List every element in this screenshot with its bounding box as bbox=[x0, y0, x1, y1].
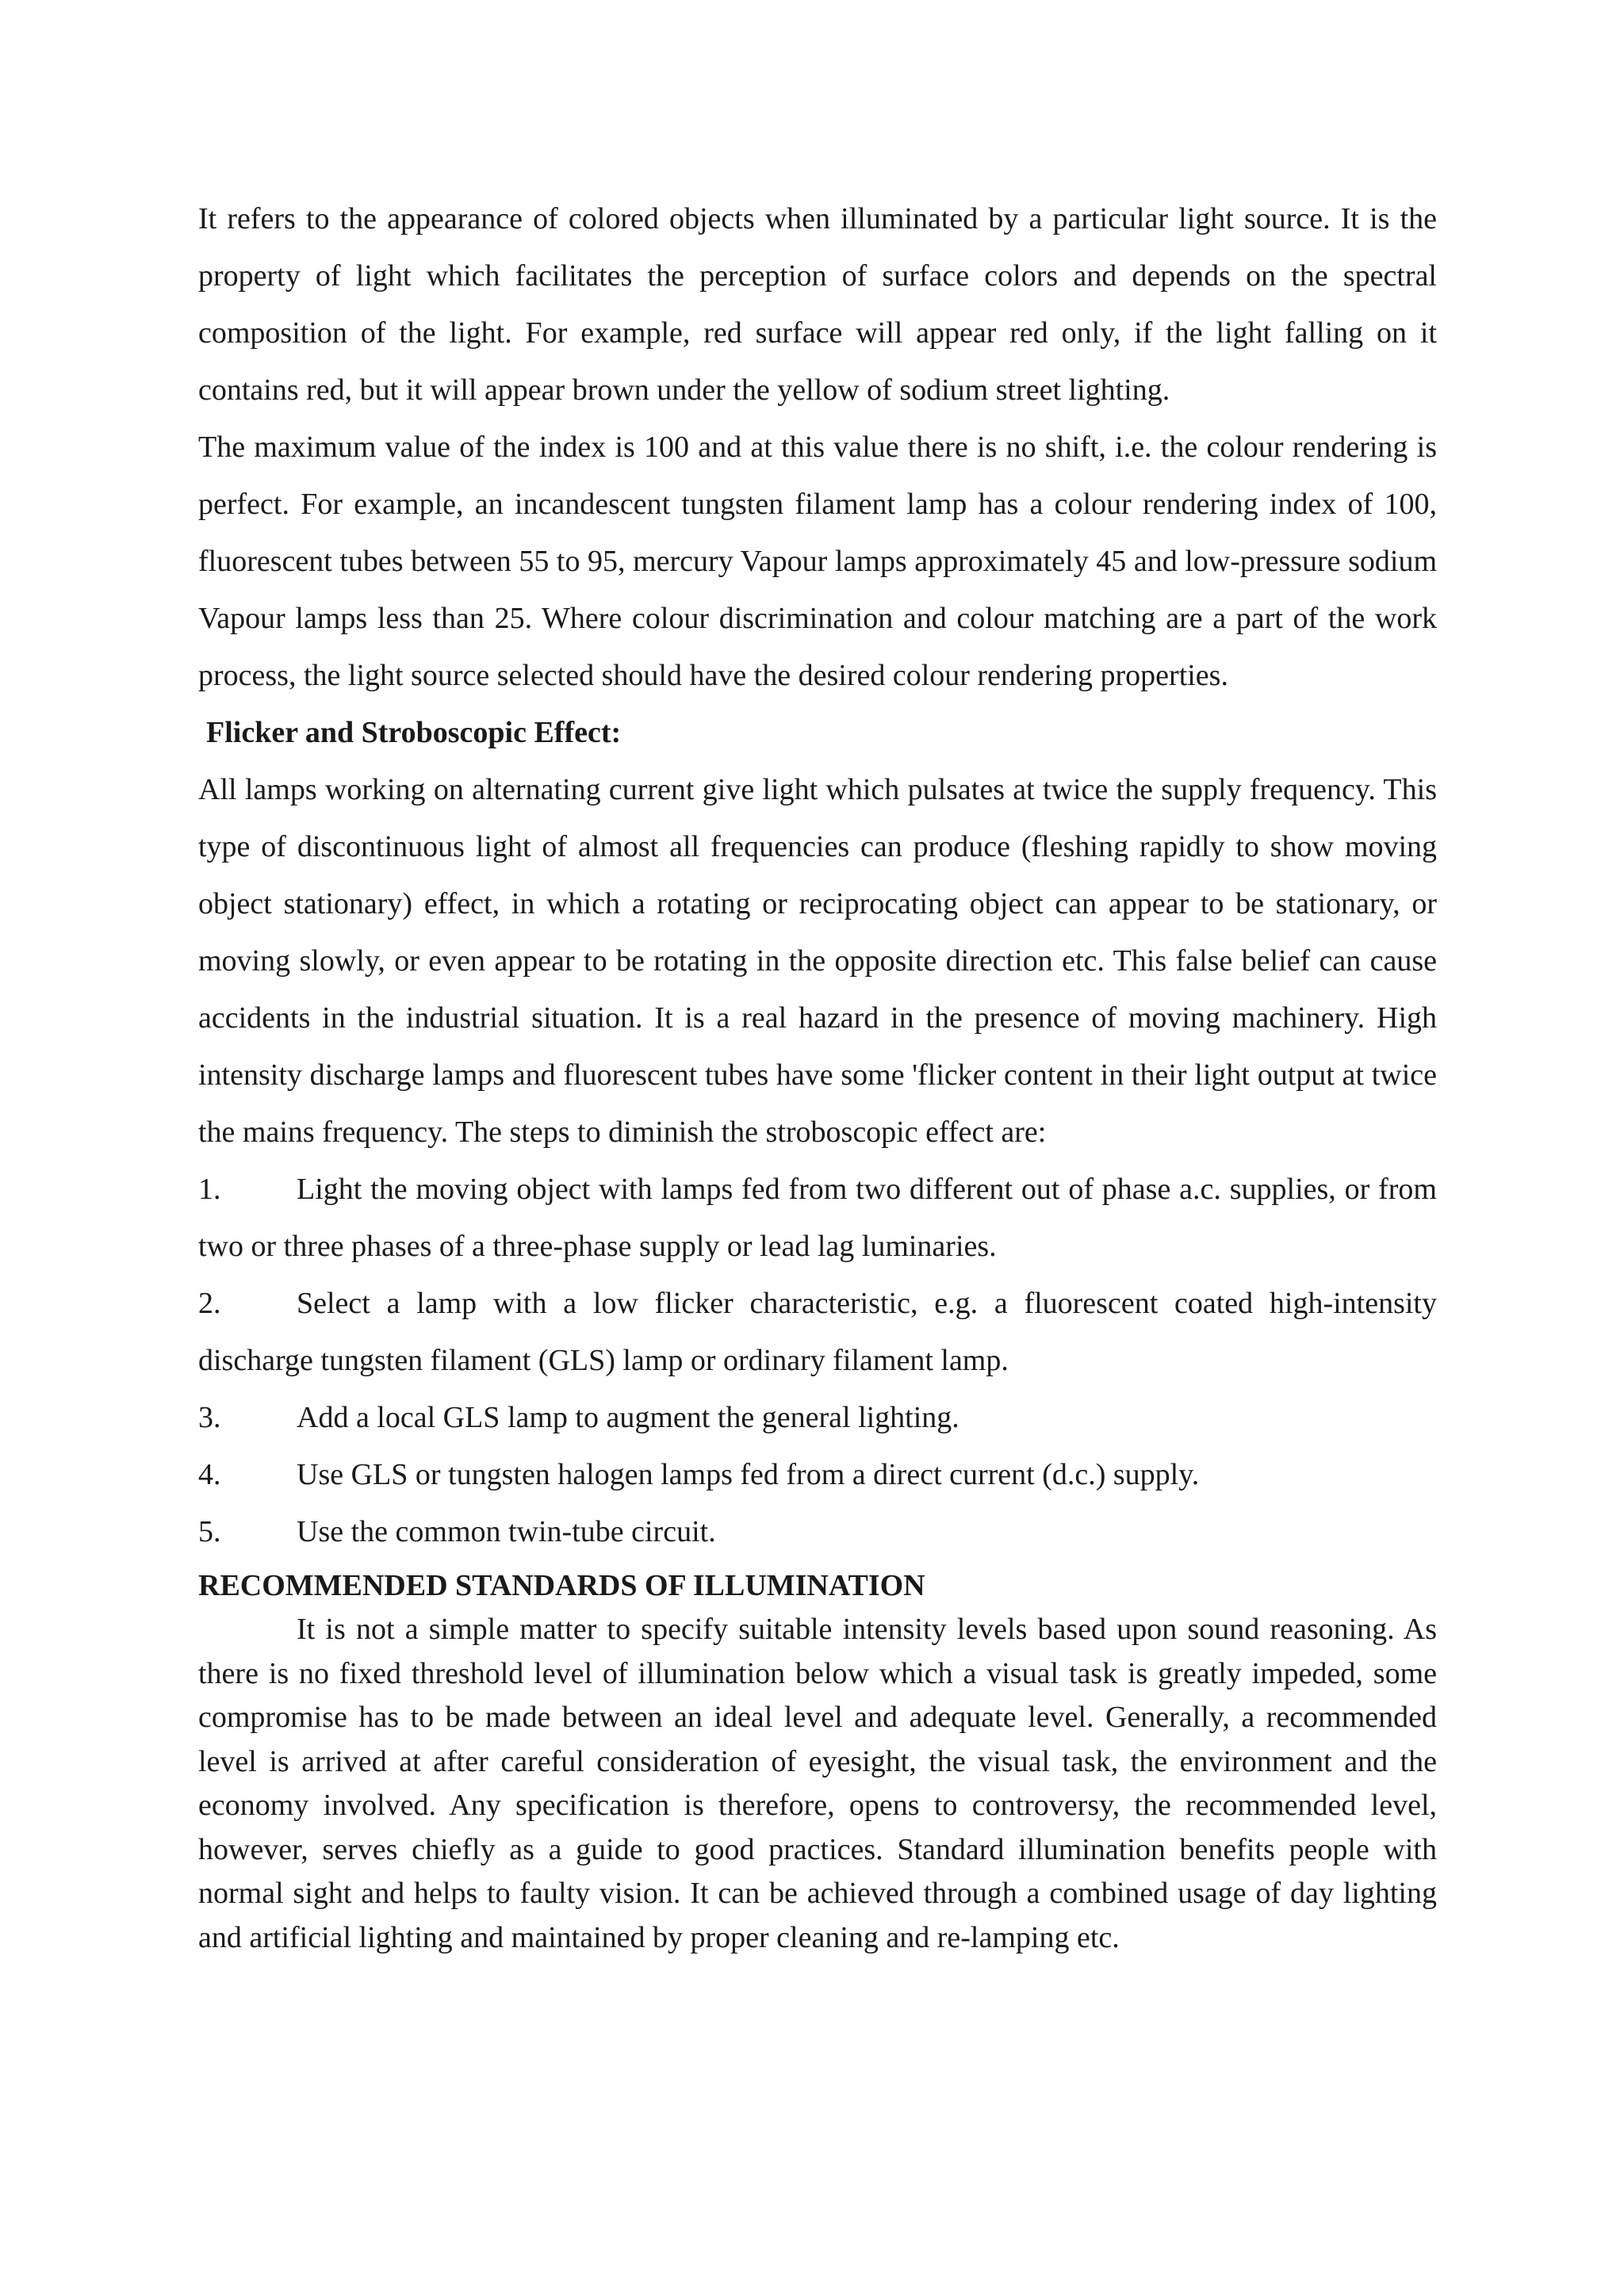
list-item bbox=[198, 1446, 1437, 1503]
list-item-text: Select a lamp with a low flicker characteristic, e.g. a fluorescent coated high-intensity discharge tungsten filament (GLS) lamp or ordinary filament lamp. bbox=[198, 1287, 1437, 1377]
list-item-text: Use the common twin-tube circuit. bbox=[297, 1515, 716, 1548]
colour-rendering-index-paragraph: The maximum value of the index is 100 and at this value there is no shift, i.e. the colour rendering is perfect. For example, an incandescent tungsten filament lamp has a colour rendering index of 100, fluorescent tubes between 55 to 95, mercury Vapour lamps approximately 45 and low-pressure sodium Vapour lamps less than 25. Where colour discrimination and colour matching are a part of the work process, the light source selected should have the desired colour rendering properties. bbox=[198, 430, 1437, 692]
standards-heading: RECOMMENDED STANDARDS OF ILLUMINATION bbox=[198, 1569, 925, 1602]
list-item-number: 1. bbox=[198, 1173, 221, 1206]
list-item-number: 2. bbox=[198, 1287, 221, 1320]
list-item-number: 3. bbox=[198, 1401, 221, 1434]
list-item-number: 4. bbox=[198, 1458, 221, 1491]
list-item bbox=[198, 1503, 1437, 1560]
list-item bbox=[198, 1389, 1437, 1446]
list-item-text: Add a local GLS lamp to augment the general lighting. bbox=[297, 1401, 959, 1434]
list-item bbox=[198, 1161, 1437, 1275]
list-item bbox=[198, 1275, 1437, 1389]
flicker-paragraph: All lamps working on alternating current give light which pulsates at twice the supply frequency. This type of discontinuous light of almost all frequencies can produce (fleshing rapidly to show moving object stationary) effect, in which a rotating or reciprocating object can appear to be stationary, or moving slowly, or even appear to be rotating in the opposite direction etc. This false belief can cause accidents in the industrial situation. It is a real hazard in the presence of moving machinery. High intensity discharge lamps and fluorescent tubes have some 'flicker content in their light output at twice the mains frequency. The steps to diminish the stroboscopic effect are: bbox=[198, 773, 1437, 1149]
list-item-text: Light the moving object with lamps fed from two different out of phase a.c. supplies, or from two or three phases of a three-phase supply or lead lag luminaries. bbox=[198, 1173, 1437, 1263]
list-item-number: 5. bbox=[198, 1515, 221, 1548]
stroboscopic-steps-list bbox=[198, 1161, 1437, 1560]
list-item-text: Use GLS or tungsten halogen lamps fed from a direct current (d.c.) supply. bbox=[297, 1458, 1200, 1491]
standards-paragraph: It is not a simple matter to specify suitable intensity levels based upon sound reasoning. As there is no fixed threshold level of illumination below which a visual task is greatly impeded, some compromise has to be made between an ideal level and adequate level. Generally, a recommended level is arrived at after careful consideration of eyesight, the visual task, the environment and the economy involved. Any specification is therefore, opens to controversy, the recommended level, however, serves chiefly as a guide to good practices. Standard illumination benefits people with normal sight and helps to faulty vision. It can be achieved through a combined usage of day lighting and artificial lighting and maintained by proper cleaning and re-lamping etc. bbox=[198, 1613, 1437, 1954]
flicker-heading: Flicker and Stroboscopic Effect: bbox=[206, 716, 622, 749]
page-content bbox=[198, 190, 1437, 1960]
colour-rendering-paragraph: It refers to the appearance of colored objects when illuminated by a particular light source. It is the property of light which facilitates the perception of surface colors and depends on the spectral composition of the light. For example, red surface will appear red only, if the light falling on it contains red, but it will appear brown under the yellow of sodium street lighting. bbox=[198, 202, 1437, 407]
